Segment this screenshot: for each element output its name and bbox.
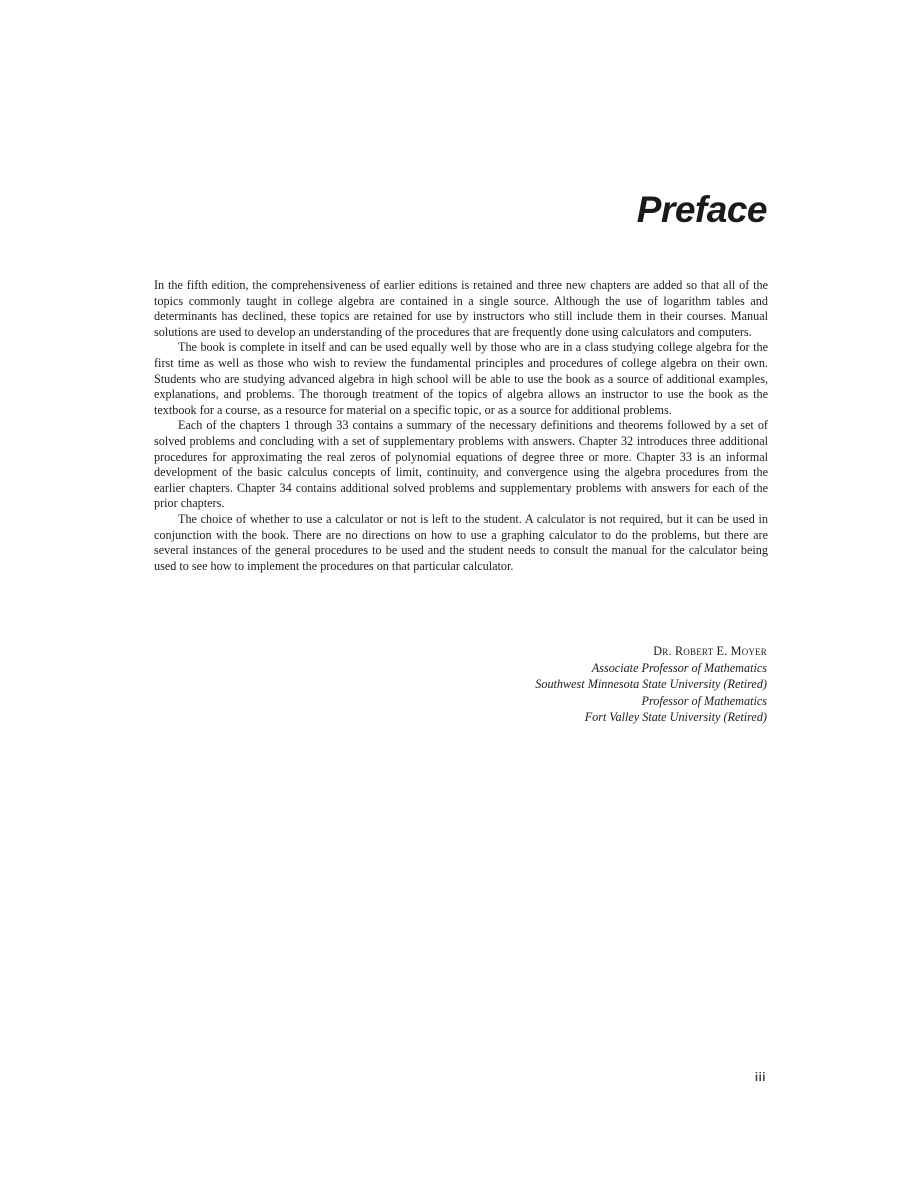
author-name: Dr. Robert E. Moyer (653, 644, 767, 658)
preface-body (154, 278, 768, 574)
paragraph-3: Each of the chapters 1 through 33 contains a summary of the necessary definitions and theorems followed by a set of solved problems and concluding with a set of supplementary problems with answers. Chapter 32 introduces three additional procedures for approximating the real zeros of polynomial equations of degree three or more. Chapter 33 is an informal development of the basic calculus concepts of limit, continuity, and convergence using the algebra procedures from the earlier chapters. Chapter 34 contains additional solved problems and supplementary problems with answers for each of the prior chapters. (154, 418, 768, 511)
page-number: iii (754, 1072, 766, 1084)
paragraph-4: The choice of whether to use a calculator or not is left to the student. A calculator is not required, but it can be used in conjunction with the book. There are no directions on how to use a graphing calculator to do the problems, but there are several instances of the general procedures to be used and the student needs to consult the manual for the calculator being used to see how to implement the procedures on that particular calculator. (154, 511, 768, 573)
affiliation-institution-1: Southwest Minnesota State University (Retired) (535, 677, 767, 691)
paragraph-1: In the fifth edition, the comprehensiveness of earlier editions is retained and three new chapters are added so that all of the topics commonly taught in college algebra are contained in a single source. Although the use of logarithm tables and determinants has declined, these topics are retained for use by instructors who still include them in their courses. Manual solutions are used to develop an understanding of the procedures that are frequently done using calculators and computers. (154, 278, 768, 339)
affiliation-title-2: Professor of Mathematics (641, 693, 767, 708)
paragraph-2: The book is complete in itself and can be used equally well by those who are in a class studying college algebra for the first time as well as those who wish to review the fundamental principles and procedures of college algebra on their own. Students who are studying advanced algebra in high school will be able to use the book as a source of additional examples, explanations, and problems. The thorough treatment of the topics of algebra allows an instructor to use the book as the textbook for a course, as a resource for material on a specific topic, or as a source for additional problems. (154, 340, 768, 417)
affiliation-institution-2: Fort Valley State University (Retired) (584, 710, 767, 724)
page-title: Preface (636, 189, 767, 230)
affiliation-title-1: Associate Professor of Mathematics (591, 660, 767, 675)
signature-block (400, 643, 767, 726)
